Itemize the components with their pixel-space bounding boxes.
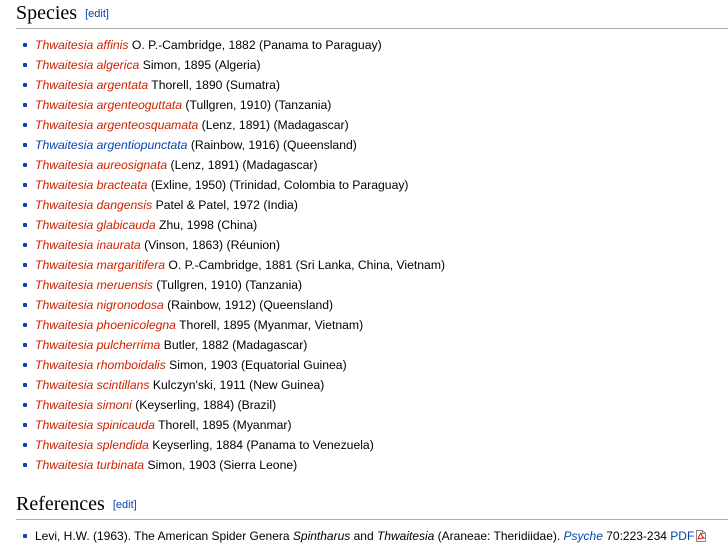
species-name-link[interactable]: Thwaitesia affinis: [35, 38, 129, 52]
bullet-icon: [23, 343, 27, 347]
species-item: [16, 335, 728, 355]
species-authority: (Lenz, 1891) (Madagascar): [167, 158, 318, 172]
species-authority: Butler, 1882 (Madagascar): [160, 338, 308, 352]
species-name-link[interactable]: Thwaitesia meruensis: [35, 278, 153, 292]
species-name-link[interactable]: Thwaitesia argenteoguttata: [35, 98, 183, 112]
species-item: [16, 75, 728, 95]
species-name-link[interactable]: Thwaitesia phoenicolegna: [35, 318, 176, 332]
species-authority: (Keyserling, 1884) (Brazil): [131, 398, 277, 412]
reference-genus2: Thwaitesia: [376, 529, 435, 543]
species-item: [16, 95, 728, 115]
species-name-link[interactable]: Thwaitesia simoni: [35, 398, 132, 412]
bullet-icon: [23, 403, 27, 407]
references-edit-link[interactable]: [edit]: [112, 499, 137, 511]
bullet-icon: [23, 183, 27, 187]
bullet-icon: [23, 83, 27, 87]
bullet-icon: [23, 223, 27, 227]
species-authority: Zhu, 1998 (China): [155, 218, 258, 232]
species-name-link[interactable]: Thwaitesia splendida: [35, 438, 149, 452]
bullet-icon: [23, 283, 27, 287]
species-item: [16, 275, 728, 295]
species-authority: (Vinson, 1863) (Réunion): [140, 238, 281, 252]
reference-text-part3: (Araneae: Theridiidae).: [434, 529, 564, 543]
bullet-icon: [23, 123, 27, 127]
species-authority: Thorell, 1890 (Sumatra): [148, 78, 281, 92]
references-list: [16, 526, 728, 546]
species-item: [16, 435, 728, 455]
bullet-icon: [23, 363, 27, 367]
species-name-link[interactable]: Thwaitesia margaritifera: [35, 258, 166, 272]
species-name-link[interactable]: Thwaitesia inaurata: [35, 238, 141, 252]
species-authority: O. P.-Cambridge, 1881 (Sri Lanka, China, Vietnam): [165, 258, 446, 272]
bullet-icon: [23, 203, 27, 207]
bullet-icon: [23, 103, 27, 107]
species-item: [16, 395, 728, 415]
species-authority: (Rainbow, 1916) (Queensland): [187, 138, 357, 152]
species-name-link[interactable]: Thwaitesia nigronodosa: [35, 298, 164, 312]
species-heading: [16, 0, 728, 29]
species-name-link[interactable]: Thwaitesia argentata: [35, 78, 149, 92]
species-authority: Kulczyn'ski, 1911 (New Guinea): [149, 378, 325, 392]
species-name-link[interactable]: Thwaitesia argentiopunctata: [35, 138, 188, 152]
reference-item: [16, 526, 728, 546]
species-name-link[interactable]: Thwaitesia turbinata: [35, 458, 145, 472]
bullet-icon: [23, 263, 27, 267]
species-authority: Simon, 1895 (Algeria): [139, 58, 261, 72]
bullet-icon: [23, 383, 27, 387]
species-authority: (Tullgren, 1910) (Tanzania): [152, 278, 303, 292]
bullet-icon: [23, 463, 27, 467]
species-item: [16, 315, 728, 335]
species-edit-link[interactable]: [edit]: [85, 8, 109, 20]
species-name-link[interactable]: Thwaitesia aureosignata: [35, 158, 168, 172]
pdf-icon[interactable]: [696, 530, 706, 542]
species-item: [16, 215, 728, 235]
bullet-icon: [23, 303, 27, 307]
species-item: [16, 195, 728, 215]
species-authority: (Tullgren, 1910) (Tanzania): [182, 98, 332, 112]
species-name-link[interactable]: Thwaitesia scintillans: [35, 378, 150, 392]
reference-text-part2: and: [350, 529, 377, 543]
bullet-icon: [23, 143, 27, 147]
references-heading-title: References: [16, 493, 105, 515]
references-heading: [16, 491, 728, 520]
species-authority: Thorell, 1895 (Myanmar): [154, 418, 292, 432]
bullet-icon: [23, 63, 27, 67]
reference-pages: 70:223-234: [602, 529, 671, 543]
reference-journal: Psyche: [563, 529, 603, 543]
species-authority: (Lenz, 1891) (Madagascar): [198, 118, 349, 132]
species-authority: Simon, 1903 (Sierra Leone): [144, 458, 298, 472]
species-name-link[interactable]: Thwaitesia bracteata: [35, 178, 148, 192]
species-name-link[interactable]: Thwaitesia rhomboidalis: [35, 358, 166, 372]
bullet-icon: [23, 534, 27, 538]
species-item: [16, 295, 728, 315]
references-edit-section: [113, 499, 137, 511]
species-item: [16, 155, 728, 175]
species-item: [16, 355, 728, 375]
species-authority: (Rainbow, 1912) (Queensland): [163, 298, 334, 312]
bullet-icon: [23, 243, 27, 247]
reference-pdf-link[interactable]: PDF: [670, 529, 695, 543]
reference-journal-link[interactable]: [564, 529, 603, 543]
species-item: [16, 455, 728, 475]
reference-genus1: Spintharus: [292, 529, 351, 543]
species-name-link[interactable]: Thwaitesia dangensis: [35, 198, 153, 212]
bullet-icon: [23, 423, 27, 427]
species-heading-title: Species: [16, 2, 78, 24]
species-item: [16, 375, 728, 395]
species-authority: O. P.-Cambridge, 1882 (Panama to Paraguay): [128, 38, 382, 52]
species-item: [16, 235, 728, 255]
species-item: [16, 35, 728, 55]
species-item: [16, 135, 728, 155]
reference-text-part1: Levi, H.W. (1963). The American Spider Genera: [35, 529, 293, 543]
species-list: [16, 35, 728, 475]
bullet-icon: [23, 443, 27, 447]
species-authority: (Exline, 1950) (Trinidad, Colombia to Paraguay): [147, 178, 409, 192]
species-authority: Simon, 1903 (Equatorial Guinea): [165, 358, 347, 372]
species-item: [16, 55, 728, 75]
bullet-icon: [23, 163, 27, 167]
species-name-link[interactable]: Thwaitesia spinicauda: [35, 418, 155, 432]
bullet-icon: [23, 323, 27, 327]
species-authority: Thorell, 1895 (Myanmar, Vietnam): [175, 318, 364, 332]
species-name-link[interactable]: Thwaitesia argenteosquamata: [35, 118, 199, 132]
species-item: [16, 415, 728, 435]
species-authority: Keyserling, 1884 (Panama to Venezuela): [148, 438, 374, 452]
species-name-link[interactable]: Thwaitesia glabicauda: [35, 218, 156, 232]
species-authority: Patel & Patel, 1972 (India): [152, 198, 298, 212]
species-item: [16, 115, 728, 135]
species-item: [16, 175, 728, 195]
species-name-link[interactable]: Thwaitesia algerica: [35, 58, 140, 72]
species-name-link[interactable]: Thwaitesia pulcherrima: [35, 338, 161, 352]
species-edit-section: [85, 8, 109, 20]
species-item: [16, 255, 728, 275]
bullet-icon: [23, 43, 27, 47]
